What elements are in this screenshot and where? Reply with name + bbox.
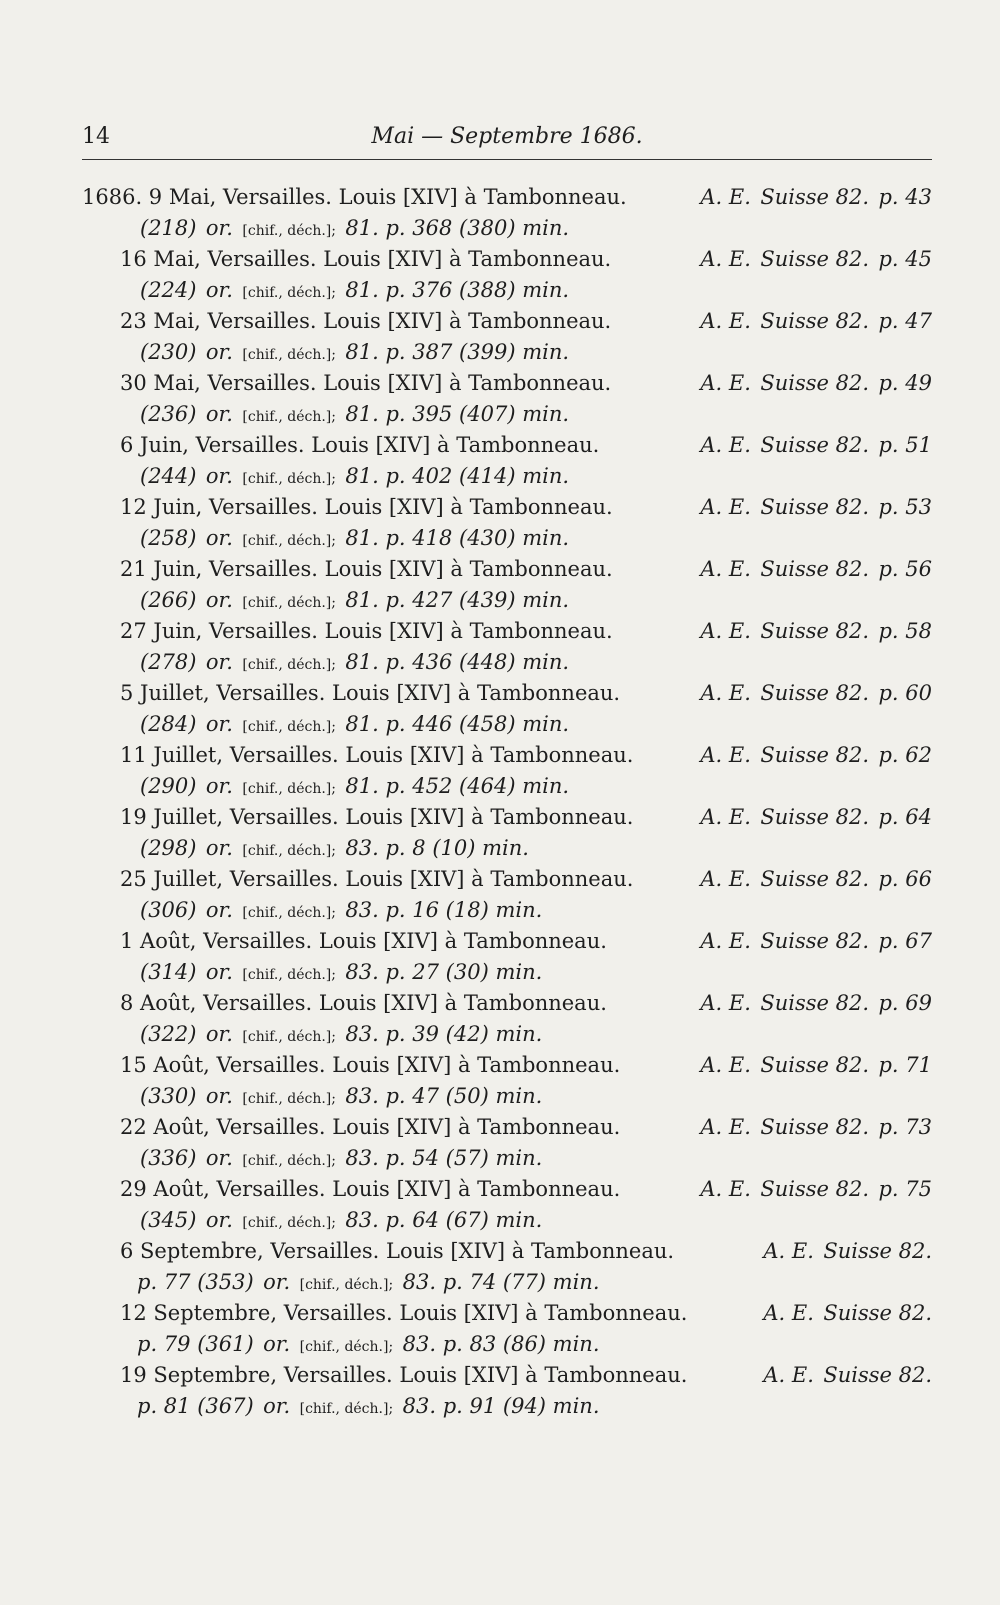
original-ref: (345) bbox=[140, 1208, 197, 1232]
original-ref: (244) bbox=[140, 464, 197, 488]
original-label: or. bbox=[205, 1022, 233, 1046]
cipher-note: [chif., déch.]; bbox=[242, 471, 336, 487]
cipher-note: [chif., déch.]; bbox=[242, 843, 336, 859]
archive-ref: A. E. bbox=[700, 557, 751, 581]
letter-entry bbox=[82, 1050, 932, 1112]
page-ref: p. 43 bbox=[878, 185, 932, 209]
page-ref: p. 60 bbox=[878, 681, 932, 705]
cipher-note: [chif., déch.]; bbox=[242, 905, 336, 921]
minute-ref: 81. p. 387 (399) min. bbox=[345, 340, 570, 364]
page-ref: p. 64 bbox=[878, 805, 932, 829]
page-ref: p. 45 bbox=[878, 247, 932, 271]
cipher-note: [chif., déch.]; bbox=[299, 1277, 394, 1293]
original-label: or. bbox=[205, 526, 233, 550]
letter-entry bbox=[82, 1236, 932, 1298]
original-ref: (236) bbox=[140, 402, 197, 426]
original-label: or. bbox=[205, 774, 233, 798]
cipher-note: [chif., déch.]; bbox=[242, 223, 336, 239]
page-ref: p. 51 bbox=[878, 433, 932, 457]
series-ref: Suisse 82. bbox=[760, 929, 870, 953]
letter-entry bbox=[82, 802, 932, 864]
series-ref: Suisse 82. bbox=[760, 1053, 870, 1077]
page-ref: p. 81 (367) bbox=[137, 1394, 254, 1418]
letter-entry bbox=[82, 1112, 932, 1174]
entry-date-line: 8 Août, Versailles. Louis [XIV] à Tambonneau. bbox=[120, 991, 607, 1015]
minute-ref: 81. p. 427 (439) min. bbox=[345, 588, 570, 612]
page-ref: p. 75 bbox=[878, 1177, 932, 1201]
archive-ref: A. E. bbox=[700, 867, 751, 891]
page-ref: p. 71 bbox=[878, 1053, 932, 1077]
original-ref: (314) bbox=[140, 960, 197, 984]
archive-ref: A. E. bbox=[700, 1115, 751, 1139]
letter-entry bbox=[82, 616, 932, 678]
letter-entry bbox=[82, 740, 932, 802]
entry-date-line: 5 Juillet, Versailles. Louis [XIV] à Tambonneau. bbox=[120, 681, 621, 705]
cipher-note: [chif., déch.]; bbox=[242, 285, 336, 301]
original-ref: (230) bbox=[140, 340, 197, 364]
archive-ref: A. E. bbox=[700, 309, 751, 333]
original-label: or. bbox=[205, 836, 233, 860]
series-ref: Suisse 82. bbox=[823, 1239, 932, 1263]
series-ref: Suisse 82. bbox=[760, 681, 870, 705]
original-ref: (336) bbox=[140, 1146, 197, 1170]
archive-ref: A. E. bbox=[700, 1053, 751, 1077]
minute-ref: 83. p. 64 (67) min. bbox=[345, 1208, 543, 1232]
letter-entry bbox=[82, 1298, 932, 1360]
cipher-note: [chif., déch.]; bbox=[242, 781, 336, 797]
original-ref: (306) bbox=[140, 898, 197, 922]
original-label: or. bbox=[263, 1394, 291, 1418]
entry-date-line: 25 Juillet, Versailles. Louis [XIV] à Tambonneau. bbox=[120, 867, 634, 891]
series-ref: Suisse 82. bbox=[760, 619, 870, 643]
series-ref: Suisse 82. bbox=[760, 247, 870, 271]
entry-date-line: 21 Juin, Versailles. Louis [XIV] à Tambonneau. bbox=[120, 557, 613, 581]
letter-entry bbox=[82, 306, 932, 368]
archive-ref: A. E. bbox=[700, 1177, 751, 1201]
series-ref: Suisse 82. bbox=[760, 495, 870, 519]
original-label: or. bbox=[205, 464, 233, 488]
header-rule bbox=[82, 159, 932, 160]
minute-ref: 83. p. 54 (57) min. bbox=[345, 1146, 543, 1170]
original-label: or. bbox=[205, 278, 233, 302]
original-label: or. bbox=[205, 712, 233, 736]
running-title: Mai — Septembre 1686. bbox=[371, 124, 643, 149]
original-label: or. bbox=[263, 1270, 291, 1294]
original-label: or. bbox=[205, 340, 233, 364]
original-label: or. bbox=[205, 588, 233, 612]
page-header bbox=[82, 124, 932, 160]
page-ref: p. 58 bbox=[878, 619, 932, 643]
original-ref: (266) bbox=[140, 588, 197, 612]
page-ref: p. 62 bbox=[878, 743, 932, 767]
archive-ref: A. E. bbox=[700, 495, 751, 519]
archive-ref: A. E. bbox=[700, 185, 751, 209]
archive-ref: A. E. bbox=[763, 1239, 814, 1263]
cipher-note: [chif., déch.]; bbox=[242, 967, 336, 983]
page-ref: p. 49 bbox=[878, 371, 932, 395]
entry-date-line: 6 Juin, Versailles. Louis [XIV] à Tambonneau. bbox=[120, 433, 600, 457]
letter-entry bbox=[82, 182, 932, 244]
series-ref: Suisse 82. bbox=[760, 309, 870, 333]
page-ref: p. 56 bbox=[878, 557, 932, 581]
minute-ref: 83. p. 8 (10) min. bbox=[345, 836, 529, 860]
series-ref: Suisse 82. bbox=[760, 991, 870, 1015]
archive-ref: A. E. bbox=[700, 619, 751, 643]
minute-ref: 81. p. 368 (380) min. bbox=[345, 216, 570, 240]
minute-ref: 83. p. 16 (18) min. bbox=[345, 898, 543, 922]
page-ref: p. 77 (353) bbox=[137, 1270, 254, 1294]
original-label: or. bbox=[205, 960, 233, 984]
entry-date-line: 15 Août, Versailles. Louis [XIV] à Tambonneau. bbox=[120, 1053, 621, 1077]
cipher-note: [chif., déch.]; bbox=[242, 1091, 336, 1107]
cipher-note: [chif., déch.]; bbox=[299, 1339, 394, 1355]
entry-date-line: 19 Septembre, Versailles. Louis [XIV] à Tambonneau. bbox=[120, 1363, 688, 1387]
entry-date-line: 6 Septembre, Versailles. Louis [XIV] à Tambonneau. bbox=[120, 1239, 675, 1263]
page-ref: p. 66 bbox=[878, 867, 932, 891]
minute-ref: 83. p. 74 (77) min. bbox=[402, 1270, 600, 1294]
letter-entry bbox=[82, 554, 932, 616]
cipher-note: [chif., déch.]; bbox=[242, 1215, 336, 1231]
letter-entry bbox=[82, 678, 932, 740]
cipher-note: [chif., déch.]; bbox=[299, 1401, 394, 1417]
original-ref: (322) bbox=[140, 1022, 197, 1046]
cipher-note: [chif., déch.]; bbox=[242, 533, 336, 549]
original-label: or. bbox=[263, 1332, 291, 1356]
series-ref: Suisse 82. bbox=[823, 1301, 932, 1325]
entry-date-line: 27 Juin, Versailles. Louis [XIV] à Tambonneau. bbox=[120, 619, 613, 643]
cipher-note: [chif., déch.]; bbox=[242, 409, 336, 425]
entry-date-line: 11 Juillet, Versailles. Louis [XIV] à Tambonneau. bbox=[120, 743, 634, 767]
original-ref: (298) bbox=[140, 836, 197, 860]
letter-entry bbox=[82, 368, 932, 430]
archive-ref: A. E. bbox=[700, 433, 751, 457]
letter-entry bbox=[82, 492, 932, 554]
entry-date-line: 12 Septembre, Versailles. Louis [XIV] à Tambonneau. bbox=[120, 1301, 688, 1325]
minute-ref: 83. p. 27 (30) min. bbox=[345, 960, 543, 984]
archive-ref: A. E. bbox=[700, 743, 751, 767]
original-label: or. bbox=[205, 402, 233, 426]
letter-entry bbox=[82, 988, 932, 1050]
series-ref: Suisse 82. bbox=[760, 371, 870, 395]
cipher-note: [chif., déch.]; bbox=[242, 719, 336, 735]
cipher-note: [chif., déch.]; bbox=[242, 657, 336, 673]
cipher-note: [chif., déch.]; bbox=[242, 1153, 336, 1169]
original-label: or. bbox=[205, 216, 233, 240]
letter-entry bbox=[82, 1174, 932, 1236]
page-ref: p. 69 bbox=[878, 991, 932, 1015]
minute-ref: 81. p. 395 (407) min. bbox=[345, 402, 570, 426]
entry-date-line: 12 Juin, Versailles. Louis [XIV] à Tambonneau. bbox=[120, 495, 613, 519]
original-label: or. bbox=[205, 1208, 233, 1232]
series-ref: Suisse 82. bbox=[760, 557, 870, 581]
page-number: 14 bbox=[82, 124, 110, 149]
page-ref: p. 67 bbox=[878, 929, 932, 953]
minute-ref: 83. p. 83 (86) min. bbox=[402, 1332, 600, 1356]
archive-ref: A. E. bbox=[700, 371, 751, 395]
letter-entry bbox=[82, 244, 932, 306]
original-ref: (218) bbox=[140, 216, 197, 240]
series-ref: Suisse 82. bbox=[823, 1363, 932, 1387]
archive-ref: A. E. bbox=[700, 247, 751, 271]
original-label: or. bbox=[205, 1146, 233, 1170]
minute-ref: 81. p. 418 (430) min. bbox=[345, 526, 570, 550]
cipher-note: [chif., déch.]; bbox=[242, 347, 336, 363]
series-ref: Suisse 82. bbox=[760, 867, 870, 891]
cipher-note: [chif., déch.]; bbox=[242, 595, 336, 611]
entry-date-line: 22 Août, Versailles. Louis [XIV] à Tambonneau. bbox=[120, 1115, 621, 1139]
minute-ref: 81. p. 402 (414) min. bbox=[345, 464, 570, 488]
original-label: or. bbox=[205, 898, 233, 922]
entry-date-line: 19 Juillet, Versailles. Louis [XIV] à Tambonneau. bbox=[120, 805, 634, 829]
archive-ref: A. E. bbox=[700, 929, 751, 953]
entry-date-line: 29 Août, Versailles. Louis [XIV] à Tambonneau. bbox=[120, 1177, 621, 1201]
original-ref: (258) bbox=[140, 526, 197, 550]
archive-ref: A. E. bbox=[763, 1363, 814, 1387]
minute-ref: 81. p. 446 (458) min. bbox=[345, 712, 570, 736]
minute-ref: 83. p. 47 (50) min. bbox=[345, 1084, 543, 1108]
minute-ref: 83. p. 39 (42) min. bbox=[345, 1022, 543, 1046]
series-ref: Suisse 82. bbox=[760, 743, 870, 767]
original-ref: (278) bbox=[140, 650, 197, 674]
entry-date-line: 16 Mai, Versailles. Louis [XIV] à Tambonneau. bbox=[120, 247, 612, 271]
entry-date-line: 23 Mai, Versailles. Louis [XIV] à Tambonneau. bbox=[120, 309, 612, 333]
cipher-note: [chif., déch.]; bbox=[242, 1029, 336, 1045]
page-ref: p. 53 bbox=[878, 495, 932, 519]
original-label: or. bbox=[205, 650, 233, 674]
archive-ref: A. E. bbox=[700, 991, 751, 1015]
original-ref: (224) bbox=[140, 278, 197, 302]
original-label: or. bbox=[205, 1084, 233, 1108]
page-ref: p. 47 bbox=[878, 309, 932, 333]
page-ref: p. 73 bbox=[878, 1115, 932, 1139]
letter-entry bbox=[82, 1360, 932, 1422]
archive-ref: A. E. bbox=[700, 805, 751, 829]
archive-ref: A. E. bbox=[763, 1301, 814, 1325]
letter-entry bbox=[82, 430, 932, 492]
series-ref: Suisse 82. bbox=[760, 1115, 870, 1139]
entry-date-line: 1 Août, Versailles. Louis [XIV] à Tambonneau. bbox=[120, 929, 607, 953]
series-ref: Suisse 82. bbox=[760, 805, 870, 829]
letter-entry bbox=[82, 864, 932, 926]
letter-entry bbox=[82, 926, 932, 988]
minute-ref: 83. p. 91 (94) min. bbox=[402, 1394, 600, 1418]
page-ref: p. 79 (361) bbox=[137, 1332, 254, 1356]
original-ref: (284) bbox=[140, 712, 197, 736]
entry-list bbox=[82, 182, 932, 1422]
original-ref: (330) bbox=[140, 1084, 197, 1108]
series-ref: Suisse 82. bbox=[760, 185, 870, 209]
minute-ref: 81. p. 436 (448) min. bbox=[345, 650, 570, 674]
original-ref: (290) bbox=[140, 774, 197, 798]
archive-ref: A. E. bbox=[700, 681, 751, 705]
entry-date-line: 30 Mai, Versailles. Louis [XIV] à Tambonneau. bbox=[120, 371, 612, 395]
series-ref: Suisse 82. bbox=[760, 433, 870, 457]
series-ref: Suisse 82. bbox=[760, 1177, 870, 1201]
minute-ref: 81. p. 376 (388) min. bbox=[345, 278, 570, 302]
minute-ref: 81. p. 452 (464) min. bbox=[345, 774, 570, 798]
entry-date-line: 1686. 9 Mai, Versailles. Louis [XIV] à Tambonneau. bbox=[82, 185, 627, 209]
